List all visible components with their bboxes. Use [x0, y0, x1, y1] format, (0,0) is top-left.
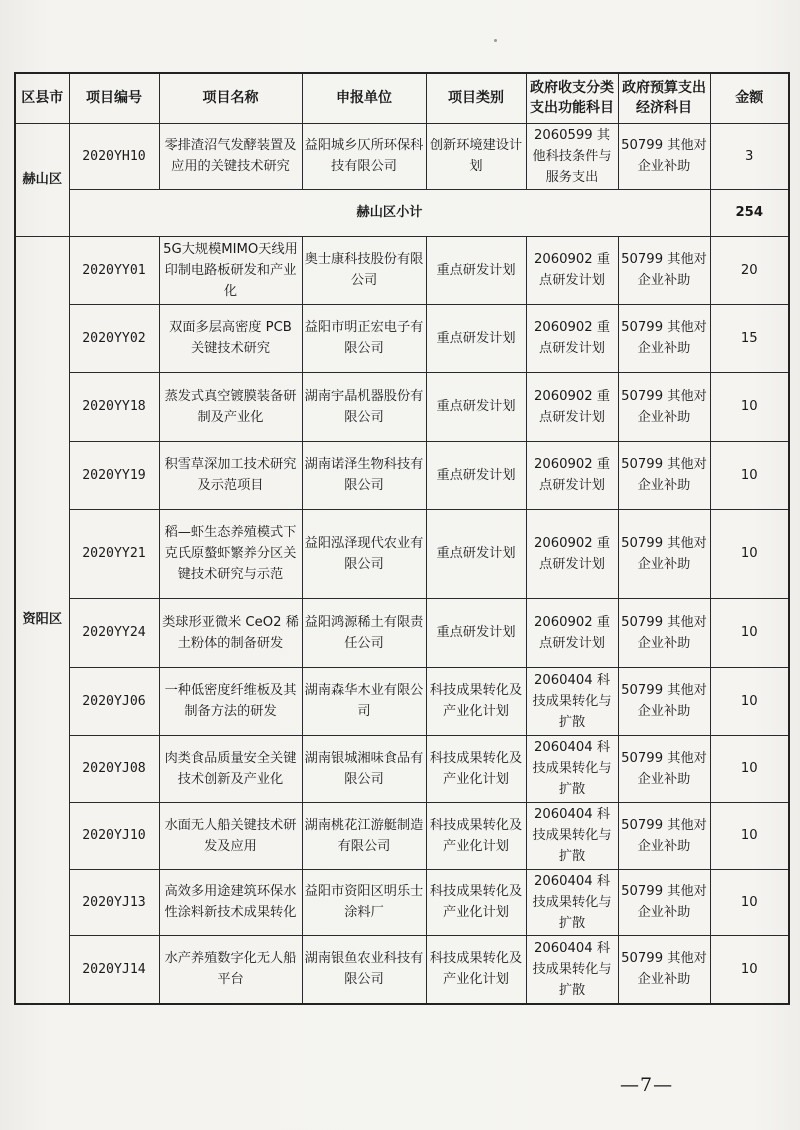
cell-econ: 50799 其他对企业补助: [618, 802, 710, 869]
cell-unit: 益阳泓泽现代农业有限公司: [302, 509, 426, 598]
cell-category: 重点研发计划: [426, 372, 526, 441]
cell-category: 创新环境建设计划: [426, 123, 526, 189]
header-econ: 政府预算支出经济科目: [618, 73, 710, 123]
cell-category: 科技成果转化及产业化计划: [426, 935, 526, 1004]
header-unit: 申报单位: [302, 73, 426, 123]
cell-name: 高效多用途建筑环保水性涂料新技术成果转化: [159, 869, 302, 935]
header-code: 项目编号: [69, 73, 159, 123]
cell-unit: 湖南诺泽生物科技有限公司: [302, 441, 426, 509]
cell-code: 2020YJ08: [69, 735, 159, 802]
table-row: [15, 236, 789, 304]
cell-func: 2060599 其他科技条件与服务支出: [526, 123, 618, 189]
cell-econ: 50799 其他对企业补助: [618, 598, 710, 667]
cell-func: 2060404 科技成果转化与扩散: [526, 667, 618, 735]
cell-name: 蒸发式真空镀膜装备研制及产业化: [159, 372, 302, 441]
cell-category: 重点研发计划: [426, 236, 526, 304]
header-amount: 金额: [710, 73, 789, 123]
cell-unit: 湖南桃花江游艇制造有限公司: [302, 802, 426, 869]
header-category: 项目类别: [426, 73, 526, 123]
table-row: [15, 509, 789, 598]
cell-code: 2020YY19: [69, 441, 159, 509]
table-row: [15, 802, 789, 869]
cell-amount: 15: [710, 304, 789, 372]
cell-unit: 湖南银城湘味食品有限公司: [302, 735, 426, 802]
cell-amount: 10: [710, 509, 789, 598]
cell-econ: 50799 其他对企业补助: [618, 236, 710, 304]
cell-econ: 50799 其他对企业补助: [618, 509, 710, 598]
cell-func: 2060902 重点研发计划: [526, 372, 618, 441]
cell-unit: 奥士康科技股份有限公司: [302, 236, 426, 304]
district-heshan: 赫山区: [15, 123, 69, 236]
cell-func: 2060902 重点研发计划: [526, 236, 618, 304]
cell-code: 2020YJ14: [69, 935, 159, 1004]
cell-category: 重点研发计划: [426, 509, 526, 598]
cell-name: 一种低密度纤维板及其制备方法的研发: [159, 667, 302, 735]
cell-code: 2020YJ10: [69, 802, 159, 869]
cell-econ: 50799 其他对企业补助: [618, 441, 710, 509]
cell-unit: 湖南银鱼农业科技有限公司: [302, 935, 426, 1004]
subtotal-label: 赫山区小计: [69, 189, 710, 236]
cell-amount: 10: [710, 802, 789, 869]
cell-unit: 益阳城乡仄所环保科技有限公司: [302, 123, 426, 189]
table-row: [15, 304, 789, 372]
table-row: [15, 123, 789, 189]
cell-econ: 50799 其他对企业补助: [618, 869, 710, 935]
cell-unit: 湖南宇晶机器股份有限公司: [302, 372, 426, 441]
cell-econ: 50799 其他对企业补助: [618, 935, 710, 1004]
table-row: [15, 372, 789, 441]
cell-name: 水面无人船关键技术研发及应用: [159, 802, 302, 869]
cell-amount: 10: [710, 735, 789, 802]
cell-name: 零排渣沼气发酵装置及应用的关键技术研究: [159, 123, 302, 189]
cell-name: 水产养殖数字化无人船平台: [159, 935, 302, 1004]
cell-func: 2060404 科技成果转化与扩散: [526, 735, 618, 802]
cell-name: 积雪草深加工技术研究及示范项目: [159, 441, 302, 509]
cell-amount: 10: [710, 869, 789, 935]
funding-table: [14, 72, 790, 1005]
cell-amount: 10: [710, 935, 789, 1004]
cell-econ: 50799 其他对企业补助: [618, 735, 710, 802]
cell-category: 重点研发计划: [426, 598, 526, 667]
cell-name: 5G大规模MIMO天线用印制电路板研发和产业化: [159, 236, 302, 304]
cell-category: 科技成果转化及产业化计划: [426, 735, 526, 802]
table-row: [15, 869, 789, 935]
cell-code: 2020YY01: [69, 236, 159, 304]
cell-unit: 益阳鸿源稀土有限责任公司: [302, 598, 426, 667]
cell-amount: 3: [710, 123, 789, 189]
cell-econ: 50799 其他对企业补助: [618, 372, 710, 441]
cell-unit: 益阳市明正宏电子有限公司: [302, 304, 426, 372]
table-row: [15, 735, 789, 802]
cell-category: 科技成果转化及产业化计划: [426, 802, 526, 869]
cell-unit: 益阳市资阳区明乐士涂料厂: [302, 869, 426, 935]
table-row: [15, 667, 789, 735]
cell-name: 肉类食品质量安全关键技术创新及产业化: [159, 735, 302, 802]
cell-amount: 20: [710, 236, 789, 304]
cell-amount: 10: [710, 667, 789, 735]
cell-func: 2060902 重点研发计划: [526, 441, 618, 509]
cell-category: 科技成果转化及产业化计划: [426, 869, 526, 935]
cell-func: 2060404 科技成果转化与扩散: [526, 869, 618, 935]
cell-econ: 50799 其他对企业补助: [618, 123, 710, 189]
cell-code: 2020YJ13: [69, 869, 159, 935]
cell-code: 2020YJ06: [69, 667, 159, 735]
cell-code: 2020YY18: [69, 372, 159, 441]
cell-code: 2020YY02: [69, 304, 159, 372]
table-row: [15, 935, 789, 1004]
header-row: [15, 73, 789, 123]
cell-code: 2020YH10: [69, 123, 159, 189]
cell-func: 2060404 科技成果转化与扩散: [526, 802, 618, 869]
table-row: [15, 598, 789, 667]
cell-func: 2060902 重点研发计划: [526, 509, 618, 598]
cell-func: 2060902 重点研发计划: [526, 304, 618, 372]
subtotal-value: 254: [710, 189, 789, 236]
header-district: 区县市: [15, 73, 69, 123]
cell-func: 2060902 重点研发计划: [526, 598, 618, 667]
cell-code: 2020YY21: [69, 509, 159, 598]
cell-category: 科技成果转化及产业化计划: [426, 667, 526, 735]
cell-name: 双面多层高密度 PCB 关键技术研究: [159, 304, 302, 372]
cell-name: 类球形亚微米 CeO2 稀土粉体的制备研发: [159, 598, 302, 667]
cell-amount: 10: [710, 441, 789, 509]
cell-func: 2060404 科技成果转化与扩散: [526, 935, 618, 1004]
district-ziyang: 资阳区: [15, 236, 69, 1004]
cell-category: 重点研发计划: [426, 304, 526, 372]
cell-unit: 湖南森华木业有限公司: [302, 667, 426, 735]
cell-category: 重点研发计划: [426, 441, 526, 509]
cell-econ: 50799 其他对企业补助: [618, 304, 710, 372]
cell-econ: 50799 其他对企业补助: [618, 667, 710, 735]
subtotal-row: [15, 189, 789, 236]
header-func: 政府收支分类支出功能科目: [526, 73, 618, 123]
scan-speck: [494, 39, 497, 42]
cell-amount: 10: [710, 598, 789, 667]
cell-amount: 10: [710, 372, 789, 441]
header-name: 项目名称: [159, 73, 302, 123]
cell-name: 稻—虾生态养殖模式下克氏原螯虾繁养分区关键技术研究与示范: [159, 509, 302, 598]
table-row: [15, 441, 789, 509]
page-number: —7—: [620, 1074, 674, 1096]
cell-code: 2020YY24: [69, 598, 159, 667]
